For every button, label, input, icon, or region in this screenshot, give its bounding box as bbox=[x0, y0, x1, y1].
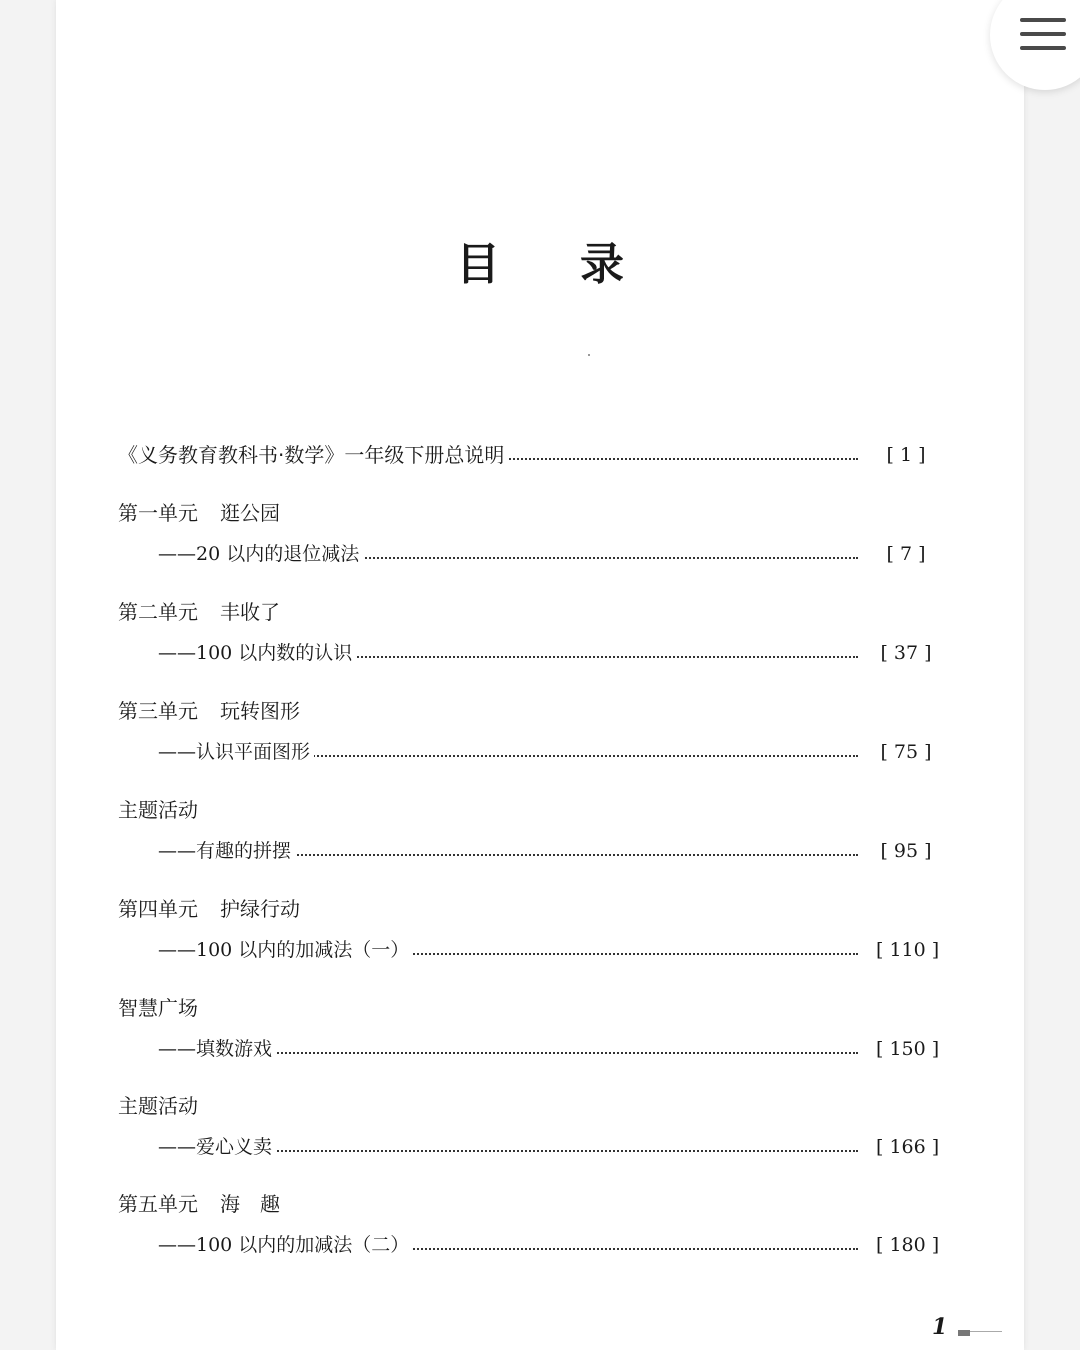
toc-entry-text: ——爱心义卖 bbox=[158, 1129, 276, 1165]
toc-page-ref: [ 37 ] bbox=[880, 642, 932, 664]
toc-heading-t1 bbox=[118, 792, 198, 828]
toc-entry-u3[interactable] bbox=[0, 734, 1080, 770]
toc-heading-label: 第五单元 bbox=[118, 1192, 198, 1216]
toc-entry-text: ——100 以内的加减法（二） bbox=[158, 1227, 413, 1263]
toc-entry-t2[interactable] bbox=[0, 1129, 1080, 1165]
toc-entry-text: ——100 以内数的认识 bbox=[158, 635, 356, 671]
toc-page-ref: [ 110 ] bbox=[876, 939, 940, 961]
page-title: 目录 bbox=[456, 239, 704, 290]
toc-page-ref: [ 7 ] bbox=[886, 543, 926, 565]
toc-unit-title: 玩转图形 bbox=[220, 699, 300, 723]
toc-heading-label: 第三单元 bbox=[118, 699, 198, 723]
toc-entry-text: ——100 以内的加减法（一） bbox=[158, 932, 413, 968]
toc-entry-u2[interactable] bbox=[0, 635, 1080, 671]
page-number: 1 bbox=[932, 1314, 948, 1340]
toc-entry-u1[interactable] bbox=[0, 536, 1080, 572]
toc-heading-u3 bbox=[118, 693, 300, 729]
toc-entry-w1[interactable] bbox=[0, 1031, 1080, 1067]
toc-page-ref: [ 75 ] bbox=[880, 741, 932, 763]
toc-entry-text: ——有趣的拼摆 bbox=[158, 833, 295, 869]
toc-page-ref: [ 95 ] bbox=[880, 840, 932, 862]
toc-entry-t1[interactable] bbox=[0, 833, 1080, 869]
toc-unit-title: 护绿行动 bbox=[220, 897, 300, 921]
toc-entry-text: ——认识平面图形 bbox=[158, 734, 314, 770]
toc-page-ref: [ 1 ] bbox=[886, 444, 926, 466]
toc-heading-u1 bbox=[118, 495, 280, 531]
toc-entry-u4[interactable] bbox=[0, 932, 1080, 968]
toc-heading-label: 第四单元 bbox=[118, 897, 198, 921]
footer-rule bbox=[970, 1331, 1002, 1332]
toc-entry-intro[interactable] bbox=[0, 437, 1080, 473]
toc-heading-label: 主题活动 bbox=[118, 798, 198, 822]
toc-heading-u5 bbox=[118, 1186, 280, 1222]
toc-heading-label: 智慧广场 bbox=[118, 996, 198, 1020]
toc-heading-t2 bbox=[118, 1088, 198, 1124]
toc-heading-w1 bbox=[118, 990, 198, 1026]
toc-page-ref: [ 150 ] bbox=[876, 1038, 940, 1060]
toc-heading-label: 主题活动 bbox=[118, 1094, 198, 1118]
toc-unit-title: 海 趣 bbox=[220, 1192, 280, 1216]
toc-unit-title: 逛公园 bbox=[220, 501, 280, 525]
footer-mark bbox=[958, 1330, 970, 1336]
toc-heading-u4 bbox=[118, 891, 300, 927]
toc-heading-u2 bbox=[118, 594, 280, 630]
toc-heading-label: 第二单元 bbox=[118, 600, 198, 624]
toc-page-ref: [ 180 ] bbox=[876, 1234, 940, 1256]
toc-heading-label: 第一单元 bbox=[118, 501, 198, 525]
toc-page-ref: [ 166 ] bbox=[876, 1136, 940, 1158]
toc-entry-text: 《义务教育教科书·数学》一年级下册总说明 bbox=[118, 437, 508, 473]
toc-unit-title: 丰收了 bbox=[220, 600, 280, 624]
toc-entry-u5[interactable] bbox=[0, 1227, 1080, 1263]
toc-entry-text: ——20 以内的退位减法 bbox=[158, 536, 363, 572]
toc-entry-text: ——填数游戏 bbox=[158, 1031, 276, 1067]
